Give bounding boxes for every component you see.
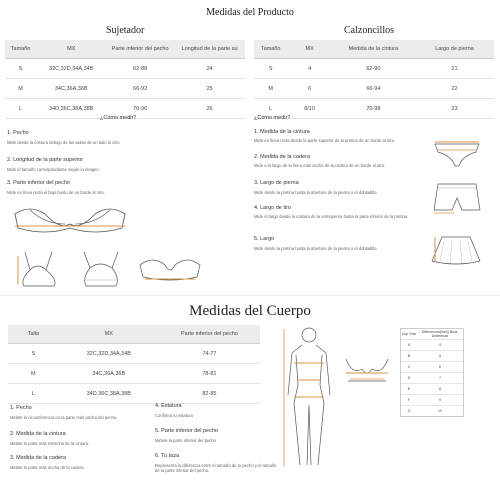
briefs-step-desc: Mide desde la pretina hasta la abertura de la pierna o el dobladillo. [254,246,378,251]
table-row [401,384,463,395]
table-cell: E [407,387,411,391]
table-row [8,344,260,364]
table-cell: M [5,79,36,99]
body-step-heading: 5. Parte inferior del pecho [155,428,218,434]
briefs-step-desc: Mide a lo largo de la línea más ancha de la cadera de un borde al otro. [254,163,386,168]
skirt-diagram [430,233,482,267]
briefs-step-desc: Mide desde la pretina hasta la abertura de la pierna o el dobladillo. [254,190,378,195]
table-header-row [401,329,463,340]
table-cell: G [407,409,411,413]
briefs-step-heading: 2. Medida de la cadera [254,154,310,160]
table-cell: 10 [438,409,442,413]
briefs-how-to-measure-title: ¿Cómo medir? [254,115,291,121]
table-cell: 66-94 [332,79,415,99]
bra-sport-diagram [72,250,130,290]
bra-step-heading: 1. Pecho [7,130,29,136]
column-header: Parte inferior del pecho [106,40,174,59]
body-step-desc: Midete la parte más ancha de la cadera. [10,465,85,470]
table-cell: 9 [439,398,441,402]
table-row [401,340,463,351]
body-step-heading: 2. Medida de la cintura [10,431,66,437]
table-row [401,373,463,384]
table-cell: L [8,384,59,404]
body-size-table [8,325,260,404]
table-cell: 70-98 [332,99,415,119]
product-measurements-title: Medidas del Producto [206,7,294,18]
column-header: Parte inferior del pecho [159,325,260,344]
bra-size-table [5,40,245,119]
brief-waist-diagram [432,138,482,168]
bra-chest-diagram [10,202,130,242]
table-cell: 62-90 [332,59,415,79]
table-cell: 34D,36C,38A,38B [36,99,106,119]
table-row [401,395,463,406]
table-cell: 23 [415,99,494,119]
table-header-row [254,40,494,59]
cup-size-table [400,328,464,417]
table-cell: 4 [439,343,441,347]
body-step-heading: 4. Estatura [155,403,182,409]
bra-length-diagram [10,250,68,290]
table-header-row [8,325,260,344]
table-row [8,384,260,404]
table-cell: A [407,343,411,347]
table-cell: 24 [174,59,245,79]
briefs-step-desc: Mide en línea recta desde la parte superior de la pretina de un borde al otro. [254,138,396,143]
body-step-heading: 6. Tu taza [155,453,180,459]
briefs-size-table [254,40,494,119]
table-cell: 26 [174,99,245,119]
bra-step-desc: Mide el tamaño correspondiente según la imagen. [7,167,100,172]
body-measurements-title: Medidas del Cuerpo [189,303,311,319]
section-divider [0,295,500,296]
column-header: Largo de pierna [415,40,494,59]
table-cell: 32C,32D,34A,34B [36,59,106,79]
bra-step-heading: 3. Parte inferior del pecho [7,180,70,186]
body-step-heading: 1. Pecho [10,405,32,411]
table-cell: F [407,398,411,402]
table-cell: 66-92 [106,79,174,99]
table-row [401,362,463,373]
table-cell: 78-81 [159,364,260,384]
column-header: Longitud de la parte su [174,40,245,59]
column-header: MX [287,40,331,59]
column-header: MX [36,40,106,59]
table-cell: 6 [287,79,331,99]
body-step-heading: 3. Medida de la cadera [10,455,66,461]
table-cell: 32C,32D,34A,34B [59,344,159,364]
table-cell: 25 [174,79,245,99]
table-row [5,59,245,79]
body-step-desc: Representa la diferencia entre el tamaño de tu pecho y el tamaño de la parte inferior del pecho. [155,463,277,473]
bra-underbust-diagram [135,255,205,289]
briefs-section-title: Calzoncillos [344,25,394,36]
column-header: Medida de la cintura [332,40,415,59]
table-cell: 7 [439,376,441,380]
table-cell: 62-88 [106,59,174,79]
bra-how-to-measure-title: ¿Cómo medir? [100,115,137,121]
table-cell: D [407,376,411,380]
bra-section-title: Sujetador [106,25,145,36]
column-header: Differences(inch) Bust-Underbust [421,330,459,338]
body-figure-diagram [282,325,336,475]
body-step-desc: Confirma tu estatura [155,413,193,418]
body-step-desc: Midete la circunferencia en la parte más ancha del pecho. [10,415,118,420]
bra-step-desc: Mide desde la costura debajo de las axilas de un lado al otro. [7,140,121,145]
table-cell: C [407,365,411,369]
column-header: Tamaño [5,40,36,59]
table-cell: 21 [415,59,494,79]
table-cell: S [5,59,36,79]
column-header: Cup Size [401,332,417,336]
table-cell: 6 [439,365,441,369]
table-cell: 8/10 [287,99,331,119]
table-cell: 5 [439,354,441,358]
bust-closeup-diagram [342,355,392,387]
column-header: MX [59,325,159,344]
table-row [5,79,245,99]
bra-step-heading: 2. Longitud de la parte superior [7,157,84,163]
table-cell: M [254,79,287,99]
table-cell: L [254,99,287,119]
table-row [254,59,494,79]
table-header-row [5,40,245,59]
body-step-desc: Midete la parte inferior del pecho [155,438,216,443]
table-cell: S [254,59,287,79]
table-cell: 82-85 [159,384,260,404]
table-cell: 34D,36C,38A,38B [59,384,159,404]
briefs-step-heading: 3. Largo de pierna [254,180,299,186]
column-header: Talla [8,325,59,344]
table-cell: S [8,344,59,364]
briefs-step-desc: Mide el largo desde la costura de la entrepierna hasta la parte inferior de la pretina. [254,214,409,219]
table-cell: 22 [415,79,494,99]
table-cell: 34C,36A,36B [36,79,106,99]
briefs-step-heading: 5. Largo [254,236,275,242]
table-row [401,406,463,416]
table-cell: 34C,36A,36B [59,364,159,384]
table-row [254,79,494,99]
column-header: Tamaño [254,40,287,59]
briefs-step-heading: 1. Medida de la cintura [254,129,310,135]
table-cell: 4 [287,59,331,79]
table-row [8,364,260,384]
table-cell: M [8,364,59,384]
table-cell: 70-96 [106,99,174,119]
table-cell: L [5,99,36,119]
table-cell: 74-77 [159,344,260,364]
table-row [401,351,463,362]
table-cell: 8 [439,387,441,391]
briefs-step-heading: 4. Largo de tiro [254,205,291,211]
body-step-desc: Midete la parte más estrecha de la cintura. [10,441,90,446]
table-cell: B [407,354,411,358]
shorts-diagram [432,180,482,216]
bra-step-desc: Mide en línea recta el bajo busto de un borde al otro. [7,190,106,195]
